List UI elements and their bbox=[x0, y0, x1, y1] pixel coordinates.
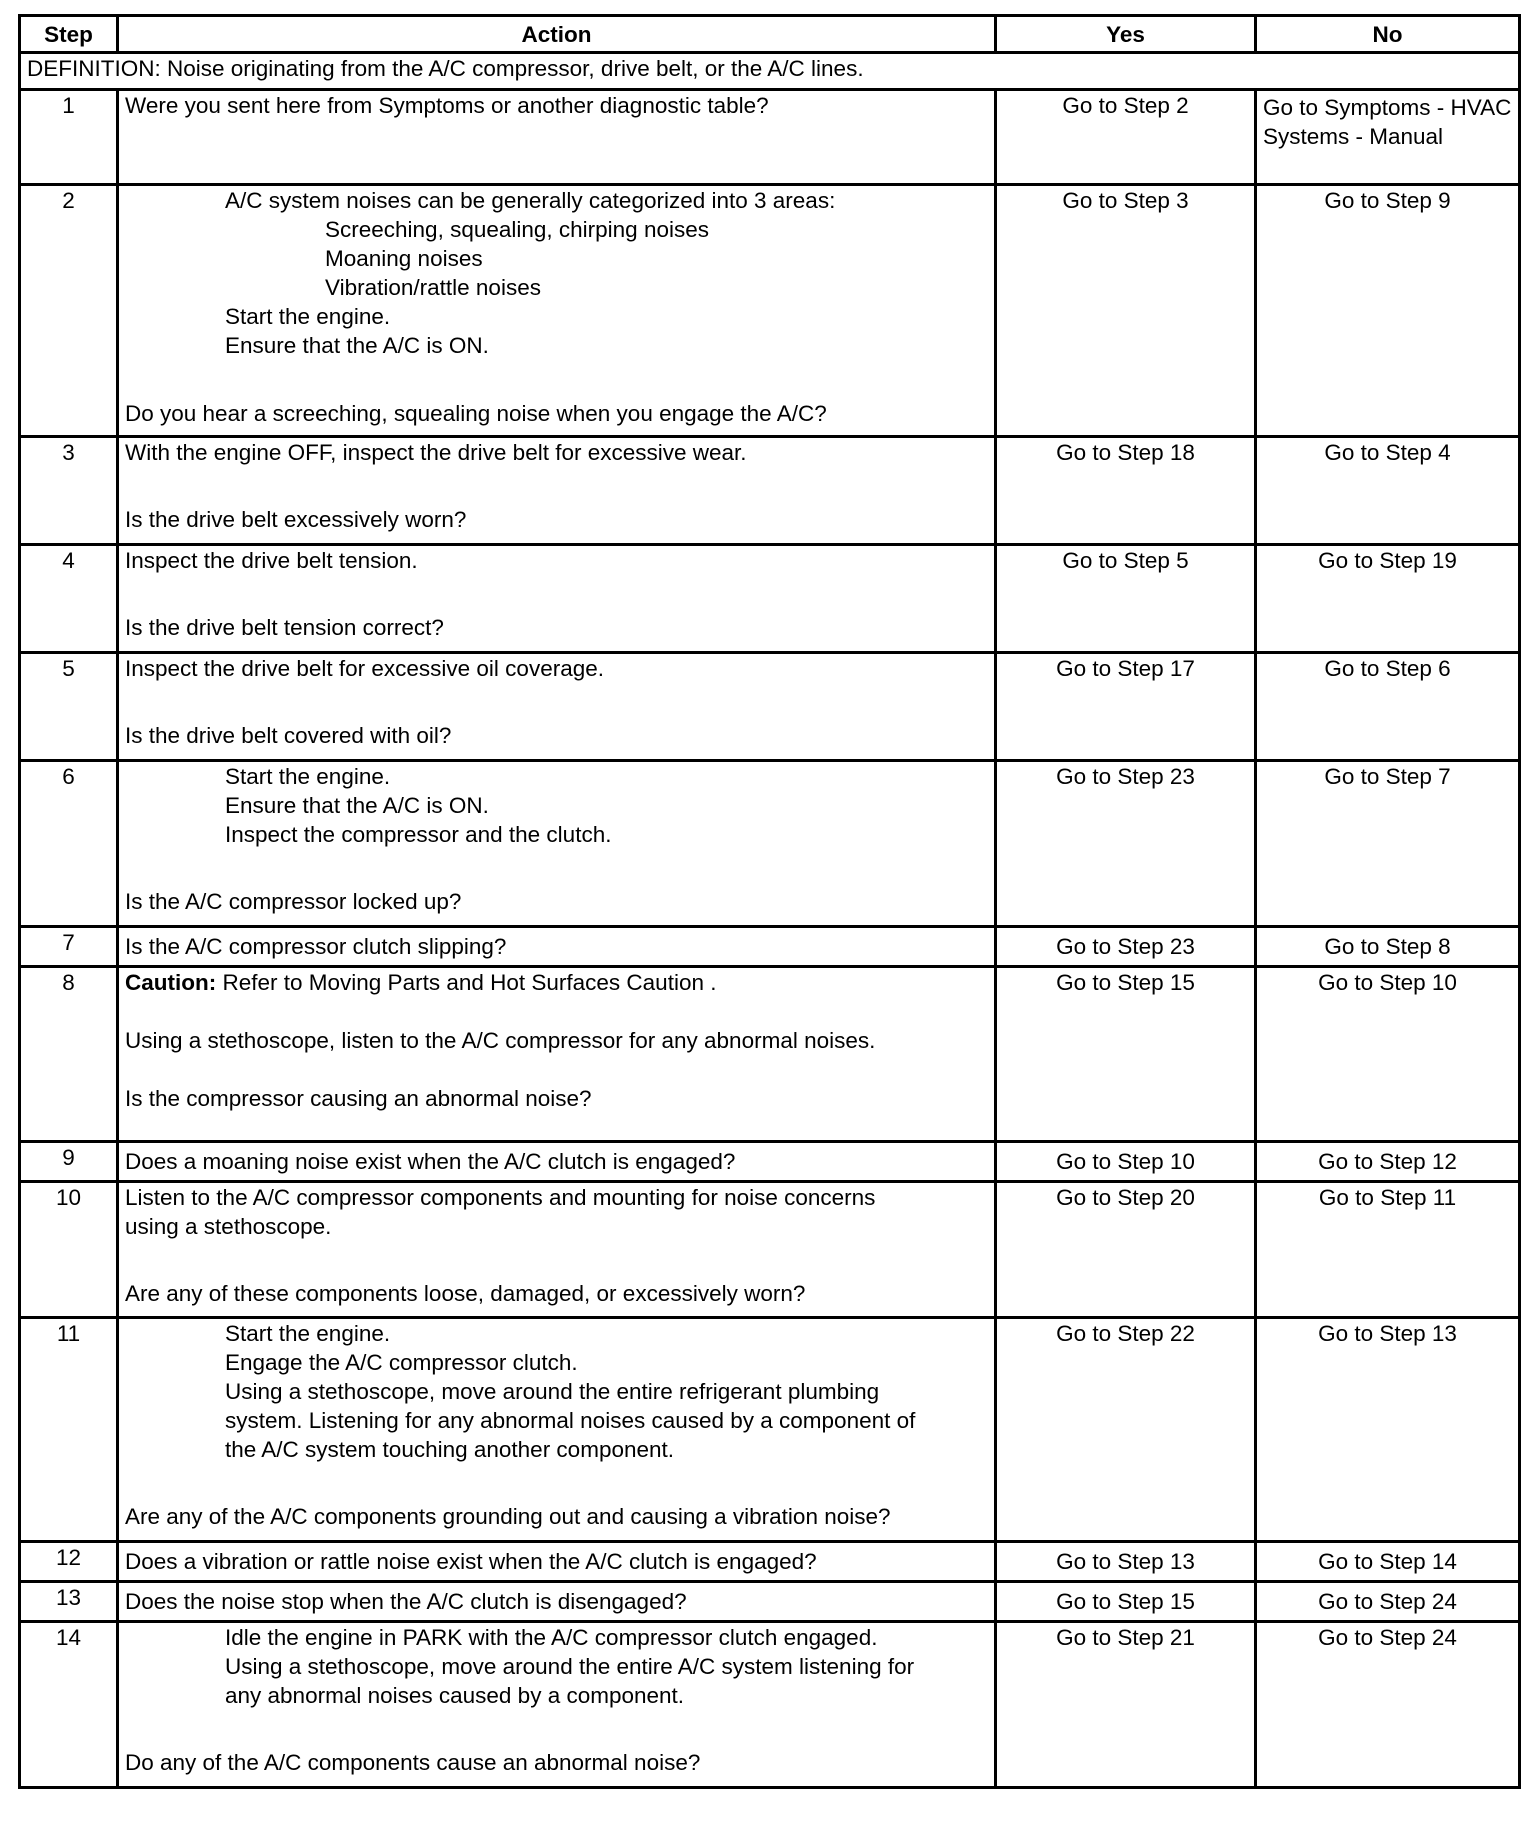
yes-cell: Go to Step 15 bbox=[996, 967, 1256, 1142]
yes-cell: Go to Step 3 bbox=[996, 185, 1256, 437]
list-item: Screeching, squealing, chirping noises bbox=[325, 217, 709, 242]
action-cell bbox=[118, 761, 996, 927]
no-cell: Go to Step 13 bbox=[1256, 1318, 1520, 1542]
action-line: With the engine OFF, inspect the drive belt for excessive wear. bbox=[125, 440, 747, 465]
action-line: Using a stethoscope, move around the entire refrigerant plumbing bbox=[225, 1379, 880, 1404]
table-row bbox=[20, 653, 1520, 761]
header-action: Action bbox=[118, 16, 996, 53]
question: Does a vibration or rattle noise exist when the A/C clutch is engaged? bbox=[118, 1542, 996, 1582]
step-number: 8 bbox=[20, 967, 118, 1142]
table-row bbox=[20, 927, 1520, 967]
step-number: 2 bbox=[20, 185, 118, 437]
action-cell bbox=[118, 1318, 996, 1542]
yes-cell: Go to Step 13 bbox=[996, 1542, 1256, 1582]
yes-cell: Go to Step 21 bbox=[996, 1622, 1256, 1788]
no-cell: Go to Step 12 bbox=[1256, 1142, 1520, 1182]
action-cell bbox=[118, 545, 996, 653]
list-item: Vibration/rattle noises bbox=[325, 275, 541, 300]
action-line: Ensure that the A/C is ON. bbox=[225, 793, 489, 818]
action-line: Start the engine. bbox=[225, 304, 391, 329]
question: Are any of the A/C components grounding out and causing a vibration noise? bbox=[125, 1504, 891, 1529]
action-line: Inspect the compressor and the clutch. bbox=[225, 822, 612, 847]
yes-cell: Go to Step 22 bbox=[996, 1318, 1256, 1542]
action-cell bbox=[118, 90, 996, 185]
action-line: Inspect the drive belt tension. bbox=[125, 548, 418, 573]
question: Does the noise stop when the A/C clutch is disengaged? bbox=[118, 1582, 996, 1622]
yes-cell: Go to Step 15 bbox=[996, 1582, 1256, 1622]
no-cell: Go to Step 9 bbox=[1256, 185, 1520, 437]
yes-cell: Go to Step 20 bbox=[996, 1182, 1256, 1318]
step-number: 6 bbox=[20, 761, 118, 927]
question: Is the A/C compressor locked up? bbox=[125, 889, 462, 914]
table-row bbox=[20, 1182, 1520, 1318]
step-number: 4 bbox=[20, 545, 118, 653]
question: Does a moaning noise exist when the A/C clutch is engaged? bbox=[118, 1142, 996, 1182]
action-line: Listen to the A/C compressor components and mounting for noise concerns bbox=[125, 1185, 876, 1210]
step-number: 12 bbox=[20, 1542, 118, 1582]
action-line: Start the engine. bbox=[225, 1321, 391, 1346]
step-number: 5 bbox=[20, 653, 118, 761]
header-yes: Yes bbox=[996, 16, 1256, 53]
action-line: Engage the A/C compressor clutch. bbox=[225, 1350, 578, 1375]
step-number: 9 bbox=[20, 1142, 118, 1182]
question: Are any of these components loose, damaged, or excessively worn? bbox=[125, 1281, 806, 1306]
caution-text: Refer to Moving Parts and Hot Surfaces Caution . bbox=[216, 970, 717, 995]
yes-cell: Go to Step 2 bbox=[996, 90, 1256, 185]
definition-text: DEFINITION: Noise originating from the A/C compressor, drive belt, or the A/C lines. bbox=[20, 53, 1520, 90]
action-line: Inspect the drive belt for excessive oil coverage. bbox=[125, 656, 604, 681]
no-cell: Go to Symptoms - HVAC Systems - Manual bbox=[1256, 90, 1520, 185]
header-row bbox=[20, 16, 1520, 53]
question: Do you hear a screeching, squealing noise when you engage the A/C? bbox=[125, 401, 827, 426]
no-cell: Go to Step 4 bbox=[1256, 437, 1520, 545]
no-cell: Go to Step 11 bbox=[1256, 1182, 1520, 1318]
no-cell: Go to Step 24 bbox=[1256, 1622, 1520, 1788]
action-line: Were you sent here from Symptoms or another diagnostic table? bbox=[125, 93, 769, 118]
no-cell: Go to Step 14 bbox=[1256, 1542, 1520, 1582]
action-line: A/C system noises can be generally categorized into 3 areas: bbox=[225, 188, 836, 213]
action-cell bbox=[118, 1182, 996, 1318]
step-number: 7 bbox=[20, 927, 118, 967]
action-cell bbox=[118, 437, 996, 545]
yes-cell: Go to Step 5 bbox=[996, 545, 1256, 653]
action-line: Using a stethoscope, listen to the A/C compressor for any abnormal noises. bbox=[125, 1028, 876, 1053]
yes-cell: Go to Step 10 bbox=[996, 1142, 1256, 1182]
action-cell bbox=[118, 653, 996, 761]
table-row bbox=[20, 1622, 1520, 1788]
question: Is the compressor causing an abnormal noise? bbox=[125, 1086, 592, 1111]
definition-row bbox=[20, 53, 1520, 90]
table-row bbox=[20, 1142, 1520, 1182]
header-no: No bbox=[1256, 16, 1520, 53]
yes-cell: Go to Step 17 bbox=[996, 653, 1256, 761]
no-cell: Go to Step 6 bbox=[1256, 653, 1520, 761]
yes-cell: Go to Step 23 bbox=[996, 927, 1256, 967]
action-line: using a stethoscope. bbox=[125, 1214, 332, 1239]
step-number: 13 bbox=[20, 1582, 118, 1622]
step-number: 1 bbox=[20, 90, 118, 185]
question: Is the drive belt covered with oil? bbox=[125, 723, 452, 748]
caution-label: Caution: bbox=[125, 970, 217, 995]
table-row bbox=[20, 967, 1520, 1142]
action-line: Start the engine. bbox=[225, 764, 391, 789]
no-cell: Go to Step 19 bbox=[1256, 545, 1520, 653]
question: Do any of the A/C components cause an abnormal noise? bbox=[125, 1750, 701, 1775]
step-number: 10 bbox=[20, 1182, 118, 1318]
action-line: Idle the engine in PARK with the A/C compressor clutch engaged. bbox=[225, 1625, 878, 1650]
table-row bbox=[20, 761, 1520, 927]
action-line: Ensure that the A/C is ON. bbox=[225, 333, 489, 358]
step-number: 14 bbox=[20, 1622, 118, 1788]
no-cell: Go to Step 7 bbox=[1256, 761, 1520, 927]
action-cell bbox=[118, 967, 996, 1142]
table-row bbox=[20, 185, 1520, 437]
no-cell: Go to Step 8 bbox=[1256, 927, 1520, 967]
table-row bbox=[20, 545, 1520, 653]
question: Is the drive belt tension correct? bbox=[125, 615, 444, 640]
no-cell: Go to Step 24 bbox=[1256, 1582, 1520, 1622]
header-step: Step bbox=[20, 16, 118, 53]
question: Is the A/C compressor clutch slipping? bbox=[118, 927, 996, 967]
step-number: 3 bbox=[20, 437, 118, 545]
table-row bbox=[20, 1542, 1520, 1582]
action-line: any abnormal noises caused by a component. bbox=[225, 1683, 685, 1708]
diagnostic-table bbox=[18, 14, 1521, 1789]
yes-cell: Go to Step 23 bbox=[996, 761, 1256, 927]
action-line: system. Listening for any abnormal noises caused by a component of bbox=[225, 1408, 916, 1433]
action-line: the A/C system touching another component. bbox=[225, 1437, 675, 1462]
caution-line bbox=[125, 968, 988, 997]
yes-cell: Go to Step 18 bbox=[996, 437, 1256, 545]
table-row bbox=[20, 1318, 1520, 1542]
table-row bbox=[20, 437, 1520, 545]
list-item: Moaning noises bbox=[325, 246, 483, 271]
question: Is the drive belt excessively worn? bbox=[125, 507, 467, 532]
table-row bbox=[20, 1582, 1520, 1622]
action-line: Using a stethoscope, move around the entire A/C system listening for bbox=[225, 1654, 915, 1679]
table-row bbox=[20, 90, 1520, 185]
action-cell bbox=[118, 185, 996, 437]
step-number: 11 bbox=[20, 1318, 118, 1542]
no-cell: Go to Step 10 bbox=[1256, 967, 1520, 1142]
action-cell bbox=[118, 1622, 996, 1788]
